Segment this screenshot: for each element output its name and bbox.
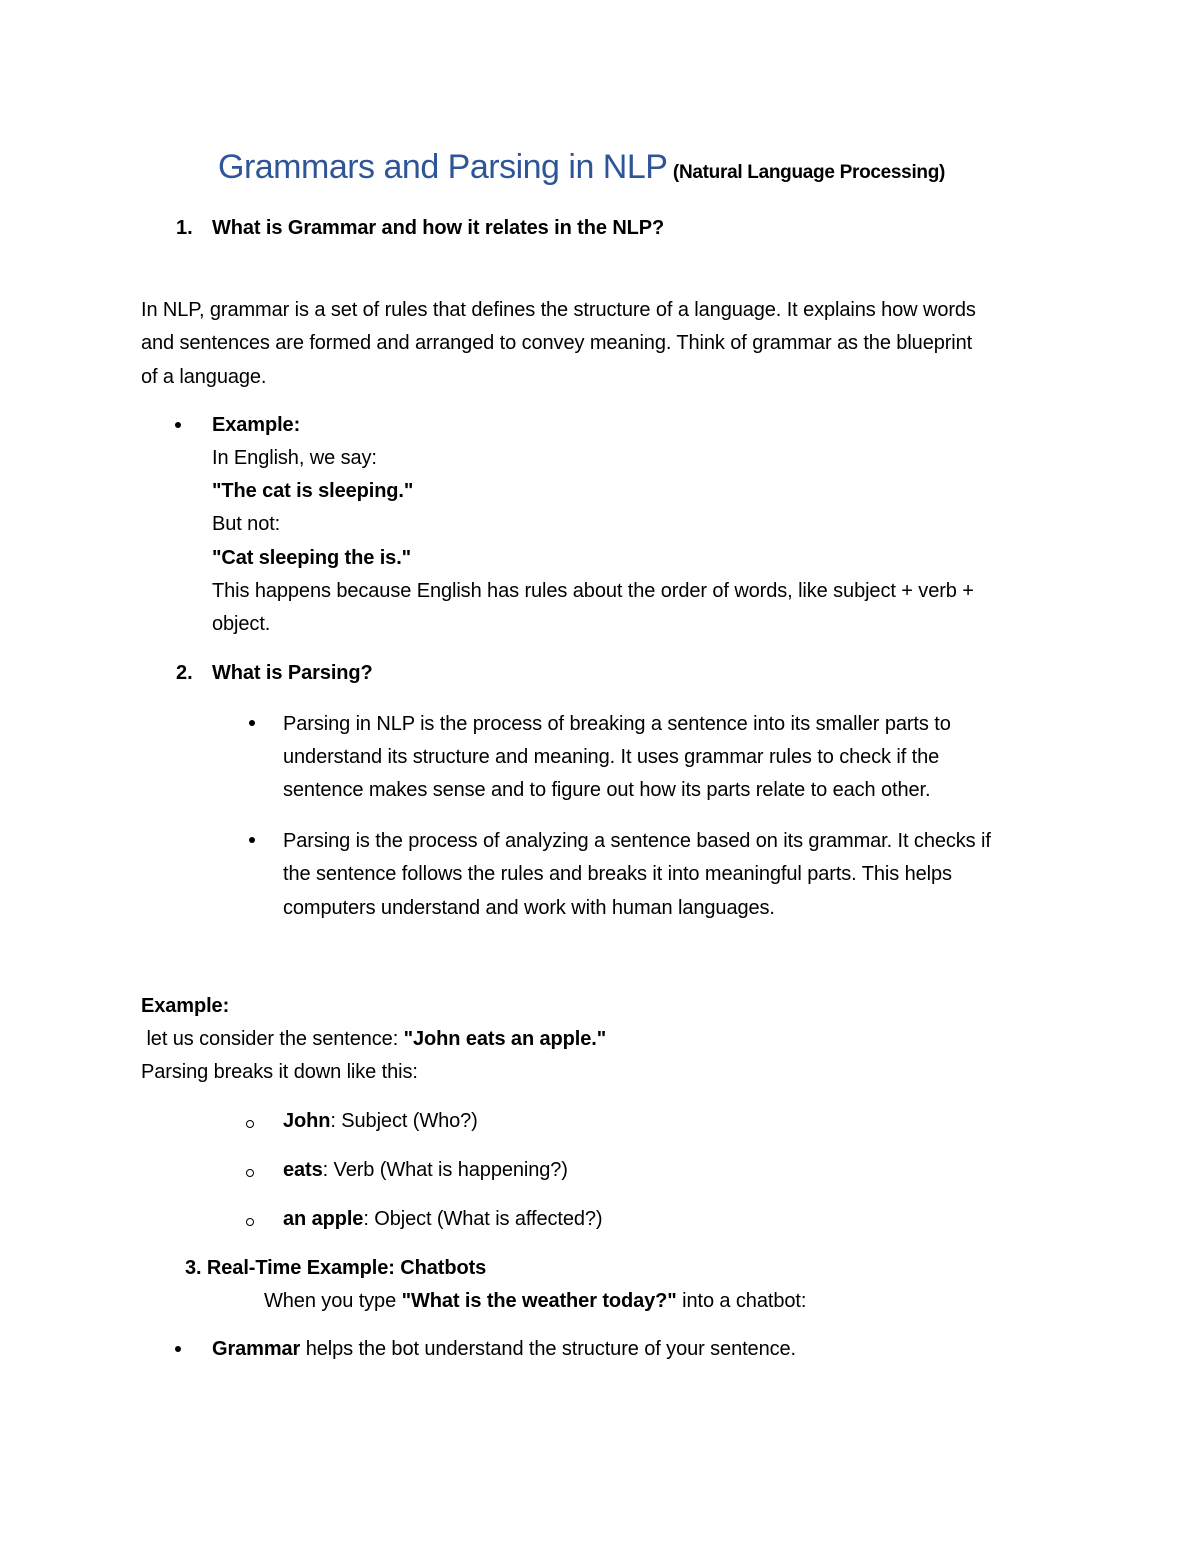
bullet-text-line: Parsing is the process of analyzing a sentence based on its grammar. It checks if — [283, 830, 991, 852]
bullet-text-line: sentence makes sense and to figure out how its parts relate to each other. — [283, 779, 931, 801]
section-3-bullet-term: Grammar — [212, 1338, 301, 1360]
section-2-number: 2. — [176, 662, 193, 684]
title-main: Grammars and Parsing in NLP — [218, 148, 668, 186]
bullet-icon — [249, 837, 255, 843]
section-1-heading: What is Grammar and how it relates in the NLP? — [212, 217, 665, 239]
breakdown-desc: : Verb (What is happening?) — [322, 1159, 568, 1181]
bullet-icon — [175, 422, 181, 428]
example-line: In English, we say: — [212, 447, 377, 469]
section-3-bullet — [212, 1336, 796, 1362]
section-3-intro — [264, 1288, 806, 1314]
title-subtitle: (Natural Language Processing) — [672, 162, 946, 183]
section-1-number: 1. — [176, 217, 193, 239]
bullet-text-line: understand its structure and meaning. It uses grammar rules to check if the — [283, 746, 940, 768]
circle-bullet-icon — [246, 1120, 254, 1128]
example-explanation-line: This happens because English has rules about the order of words, like subject + verb + — [212, 580, 974, 602]
document-title — [218, 147, 945, 193]
bullet-text-line: Parsing in NLP is the process of breaking a sentence into its smaller parts to — [283, 713, 951, 735]
section-3-query: "What is the weather today?" — [401, 1290, 677, 1312]
example-incorrect-sentence: "Cat sleeping the is." — [212, 547, 412, 569]
bullet-text-line: the sentence follows the rules and breaks it into meaningful parts. This helps — [283, 863, 952, 885]
circle-bullet-icon — [246, 1169, 254, 1177]
example-label: Example: — [212, 414, 301, 436]
breakdown-item — [283, 1206, 603, 1232]
paragraph-line: and sentences are formed and arranged to convey meaning. Think of grammar as the blueprint — [141, 332, 973, 354]
breakdown-term: eats — [283, 1159, 323, 1181]
parsing-example-intro — [141, 1026, 606, 1052]
breakdown-desc: : Object (What is affected?) — [363, 1208, 603, 1230]
section-3-intro-prefix: When you type — [264, 1290, 402, 1312]
section-3-intro-suffix: into a chatbot: — [676, 1290, 807, 1312]
example-line: But not: — [212, 513, 281, 535]
parsing-example-sentence: "John eats an apple." — [403, 1028, 607, 1050]
bullet-icon — [249, 720, 255, 726]
breakdown-item — [283, 1157, 568, 1183]
paragraph-line: of a language. — [141, 366, 267, 388]
paragraph-line: In NLP, grammar is a set of rules that defines the structure of a language. It explains how words — [141, 299, 976, 321]
parsing-example-intro-text: let us consider the sentence: — [141, 1028, 404, 1050]
section-3-heading: 3. Real-Time Example: Chatbots — [185, 1257, 487, 1279]
circle-bullet-icon — [246, 1218, 254, 1226]
breakdown-term: John — [283, 1110, 331, 1132]
breakdown-desc: : Subject (Who?) — [330, 1110, 478, 1132]
section-3-bullet-text: helps the bot understand the structure of your sentence. — [300, 1338, 796, 1360]
bullet-icon — [175, 1346, 181, 1352]
bullet-text-line: computers understand and work with human languages. — [283, 897, 775, 919]
example-correct-sentence: "The cat is sleeping." — [212, 480, 414, 502]
parsing-example-label: Example: — [141, 995, 230, 1017]
breakdown-term: an apple — [283, 1208, 364, 1230]
section-2-heading: What is Parsing? — [212, 662, 373, 684]
example-explanation-line: object. — [212, 613, 271, 635]
breakdown-item — [283, 1108, 478, 1134]
parsing-breakdown-intro: Parsing breaks it down like this: — [141, 1061, 418, 1083]
